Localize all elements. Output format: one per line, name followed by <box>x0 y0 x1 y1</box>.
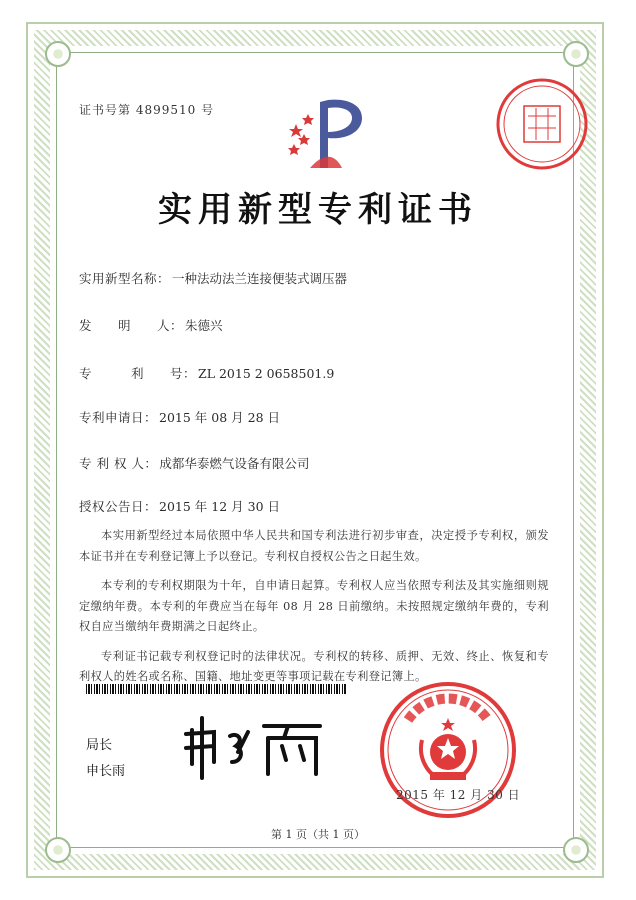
filing-date-row <box>79 408 280 426</box>
corner-ornament-icon <box>563 41 589 67</box>
grant-date-row <box>79 497 280 515</box>
body-paragraph: 本实用新型经过本局依照中华人民共和国专利法进行初步审查，决定授予专利权，颁发本证书并在专利登记簿上予以登记。专利权自授权公告之日起生效。 <box>79 529 549 563</box>
certificate-number-value: 4899510 <box>135 103 197 117</box>
issue-date: 2015 年 12 月 30 日 <box>396 788 521 802</box>
patent-number-row <box>79 364 334 382</box>
patent-number-value: ZL 2015 2 0658501.9 <box>198 366 335 381</box>
page-number: 第 1 页（共 1 页） <box>271 828 365 841</box>
filing-date-value: 2015 年 08 月 28 日 <box>159 410 281 425</box>
patentee-value: 成都华泰燃气设备有限公司 <box>159 456 310 471</box>
stamp-duty-seal-icon <box>494 76 590 172</box>
certificate-number-suffix: 号 <box>201 103 215 117</box>
patentee-row <box>79 454 309 472</box>
body-paragraph: 本专利的专利权期限为十年，自申请日起算。专利权人应当依照专利法及其实施细则规定缴纳年费。本专利的年费应当在每年 08 月 28 日前缴纳。未按照规定缴纳年费的，专利权自应当缴纳年费期满之日起终止。 <box>79 579 549 633</box>
certificate-number-label: 证书号第 <box>79 103 132 117</box>
director-title: 局长 <box>86 738 113 753</box>
director-name: 申长雨 <box>86 764 126 779</box>
certificate-body-text <box>79 526 549 688</box>
director-signature <box>178 712 328 782</box>
certificate-number <box>79 101 214 118</box>
utility-model-name-value: 一种法动法兰连接便装式调压器 <box>172 271 348 286</box>
inventor-label: 发 明 人： <box>79 318 184 333</box>
patent-office-logo-icon <box>282 94 372 174</box>
patentee-label: 专 利 权 人： <box>79 456 158 471</box>
barcode <box>86 684 346 694</box>
filing-date-label: 专利申请日： <box>79 410 158 425</box>
inventor-row <box>79 316 223 334</box>
grant-date-value: 2015 年 12 月 30 日 <box>159 499 281 514</box>
inventor-value: 朱德兴 <box>185 318 223 333</box>
utility-model-name-row <box>79 269 347 287</box>
body-paragraph: 专利证书记载专利权登记时的法律状况。专利权的转移、质押、无效、终止、恢复和专利权人的姓名或名称、国籍、地址变更等事项记载在专利登记簿上。 <box>79 649 549 683</box>
patent-number-label: 专 利 号： <box>79 366 197 381</box>
grant-date-label: 授权公告日： <box>79 499 158 514</box>
corner-ornament-icon <box>45 41 71 67</box>
certificate-title: 实用新型专利证书 <box>158 190 478 230</box>
utility-model-name-label: 实用新型名称： <box>79 271 171 286</box>
